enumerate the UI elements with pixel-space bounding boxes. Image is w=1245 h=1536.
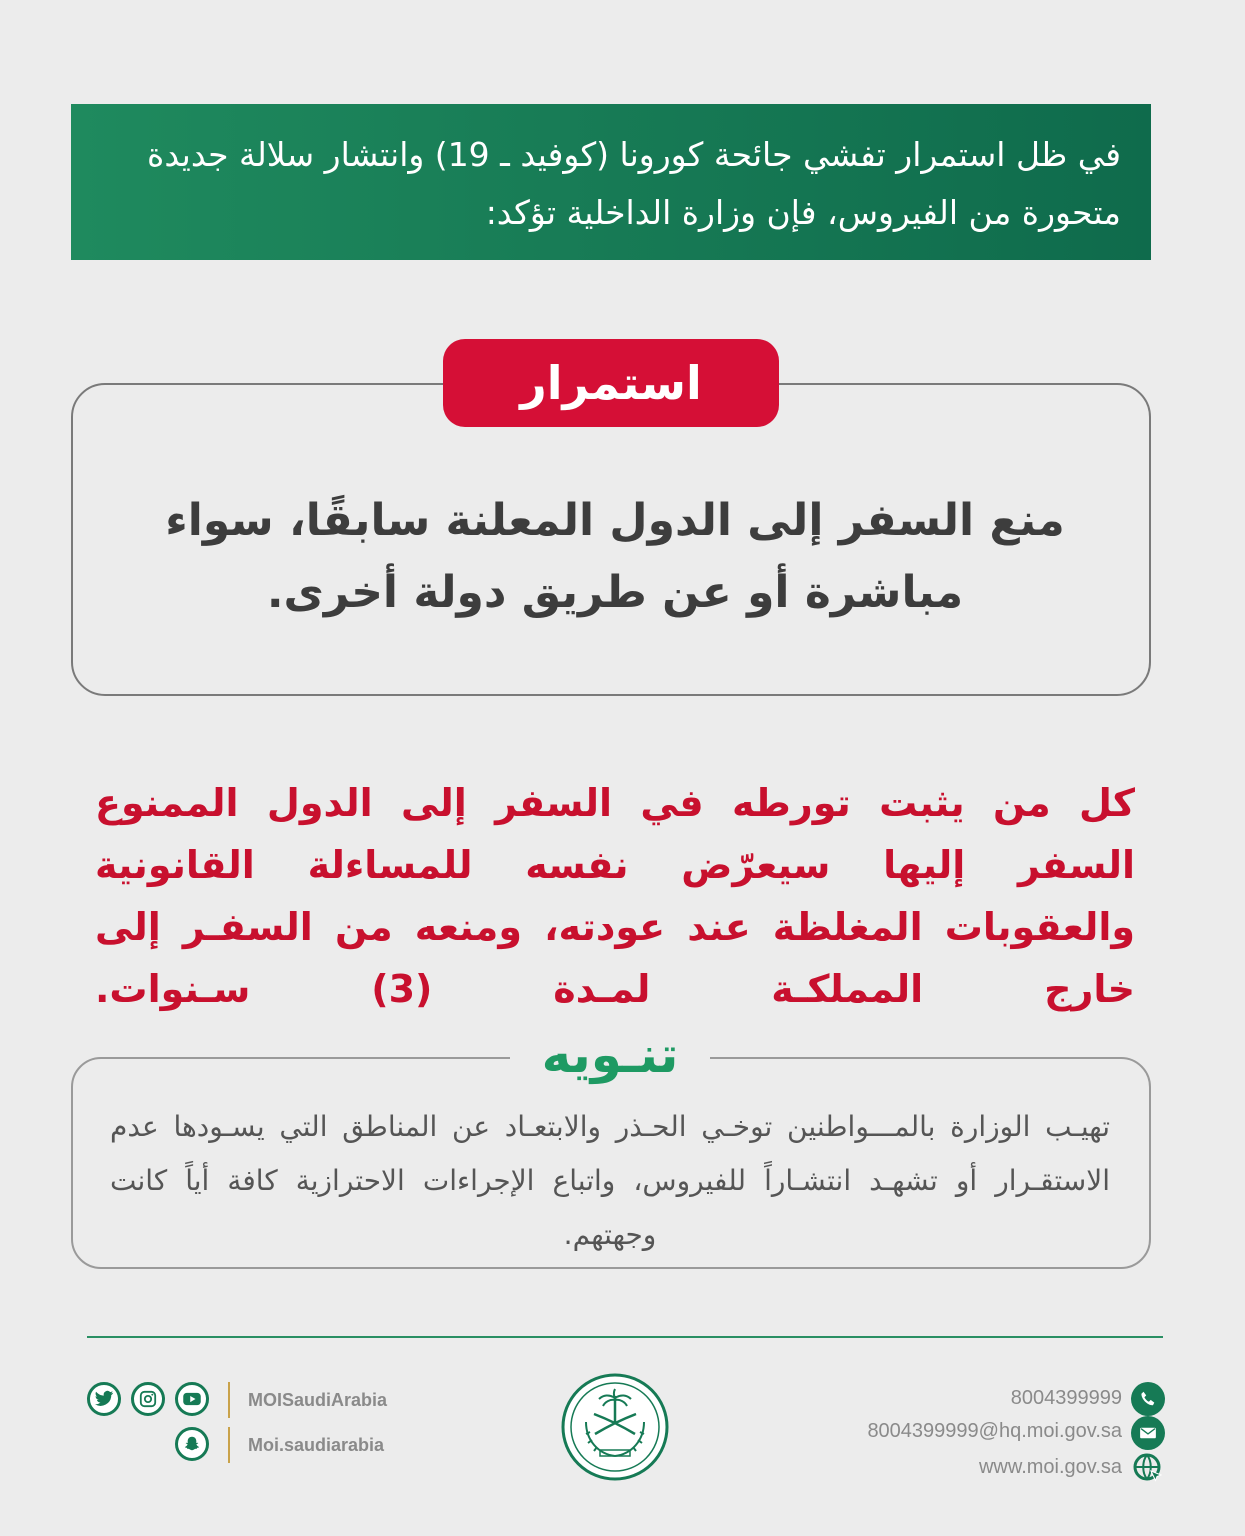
travel-ban-text: منع السفر إلى الدول المعلنة سابقًا، سواء مباشرة أو عن طريق دولة أخرى. xyxy=(165,495,1065,618)
status-badge: استمرار xyxy=(443,339,779,427)
phone-number[interactable]: 8004399999 xyxy=(1010,1387,1122,1409)
social-handle-twitter-instagram-youtube[interactable]: MOISaudiArabia xyxy=(248,1390,388,1410)
email-address[interactable]: 8004399999@hq.moi.gov.sa xyxy=(867,1420,1122,1442)
notice-text: تهيـب الوزارة بالمـــواطنين توخـي الحـذر والابتعـاد عن المناطق التي يسـودها عدم الاستقـرار أو تشهـد انتشـاراً للفيروس، واتباع الإجراءات الاحترازية كافة أياً كانت وجهتهم. xyxy=(110,1110,1110,1251)
web-icon xyxy=(1131,1451,1165,1485)
twitter-icon[interactable] xyxy=(87,1382,121,1416)
divider-bar-2 xyxy=(228,1427,230,1463)
footer-divider xyxy=(87,1336,1163,1338)
social-handle-snapchat[interactable]: Moi.saudiarabia xyxy=(248,1435,385,1455)
snapchat-icon[interactable] xyxy=(175,1427,209,1461)
email-icon xyxy=(1131,1416,1165,1450)
website-link[interactable]: www.moi.gov.sa xyxy=(978,1456,1122,1478)
divider-bar-1 xyxy=(228,1382,230,1418)
ministry-emblem xyxy=(560,1372,670,1482)
intro-banner xyxy=(71,104,1151,260)
youtube-icon[interactable] xyxy=(175,1382,209,1416)
penalty-warning: كل من يثبت تورطه في السفر إلى الدول الممنوع السفر إليها سيعرّض نفسه للمساءلة القانونية والعقوبات المغلظة عند عودته، ومنعه من السفـر إلى خارج المملكـة لمـدة (3) سـنوات. xyxy=(95,781,1135,1011)
phone-icon xyxy=(1131,1382,1165,1416)
instagram-icon[interactable] xyxy=(131,1382,165,1416)
notice-title: تنـويه xyxy=(510,1022,710,1088)
intro-text: في ظل استمرار تفشي جائحة كورونا (كوفيد ـ 19) وانتشار سلالة جديدة متحورة من الفيروس، فإن وزارة الداخلية تؤكد: xyxy=(147,135,1121,232)
